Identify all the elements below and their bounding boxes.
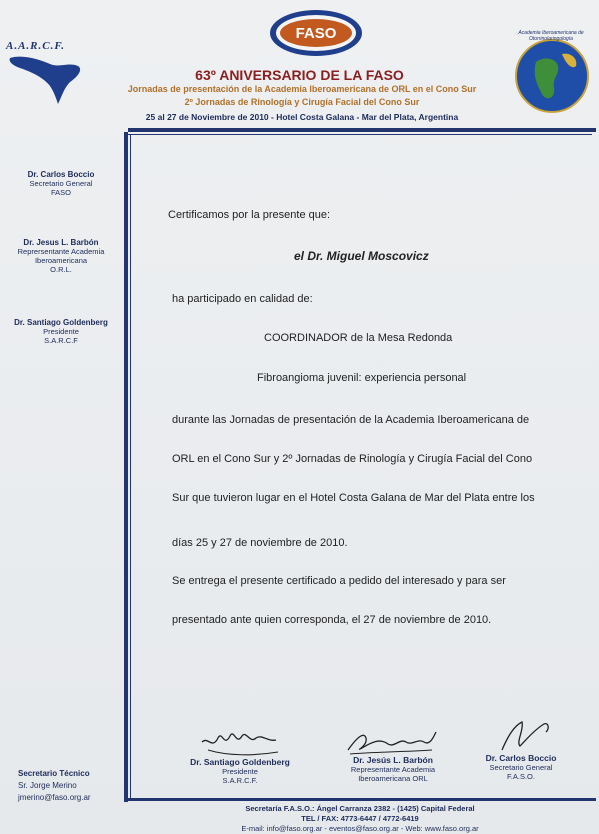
sidebar-authority-3 (8, 318, 114, 345)
signature-name: Dr. Carlos Boccio (485, 753, 557, 763)
sidebar-authority-name: Dr. Jesus L. Barbón (23, 238, 99, 247)
body-line-certify: Certificamos por la presente que: (168, 209, 331, 221)
sidebar-authority-org: O.R.L. (50, 265, 72, 274)
body-line-8: Sur que tuvieron lugar en el Hotel Costa Galana de Mar del Plata entre los (172, 492, 535, 504)
body-line-9: días 25 y 27 de noviembre de 2010. (172, 537, 348, 549)
header-subtitle-2: 2º Jornadas de Rinología y Cirugía Facial del Cono Sur (184, 97, 420, 107)
signature-barbon-icon (344, 726, 440, 758)
sidebar-authority-role: Reprersentante Academia Iberoamericana (17, 247, 105, 265)
footer-phone: TEL / FAX: 4773-6447 / 4772-6419 (301, 814, 419, 823)
secretario-tecnico-block (18, 768, 128, 804)
body-line-capacity: ha participado en calidad de: (172, 293, 313, 305)
sidebar-authority-org: S.A.R.C.F (44, 336, 78, 345)
sidebar-authority-1 (8, 170, 114, 197)
signature-name: Dr. Santiago Goldenberg (190, 757, 290, 767)
frame-left-rule (124, 132, 128, 802)
body-line-role: COORDINADOR de la Mesa Redonda (264, 332, 453, 344)
frame-bottom-rule (124, 798, 596, 801)
signature-role: Representante Academia (350, 765, 436, 774)
header-subtitle-1: Jornadas de presentación de la Academia Iberoamericana de ORL en el Cono Sur (127, 84, 477, 94)
signature-role: Secretario General (489, 763, 553, 772)
secretario-tecnico-name: Sr. Jorge Merino (18, 781, 77, 790)
secretario-tecnico-title: Secretario Técnico (18, 769, 90, 778)
signature-org: S.A.R.C.F. (222, 776, 258, 785)
body-line-7: ORL en el Cono Sur y 2º Jornadas de Rinología y Cirugía Facial del Cono (172, 453, 533, 465)
sidebar-authority-role: Secretario General (29, 179, 93, 188)
signature-block-3 (466, 754, 576, 781)
footer-contact: E-mail: info@faso.org.ar - eventos@faso.org.ar - Web: www.faso.org.ar (241, 824, 479, 833)
frame-top-rule-thin (124, 134, 592, 135)
body-line-11: presentado ante quien corresponda, el 27 de noviembre de 2010. (172, 614, 492, 626)
signature-boccio-icon (494, 716, 554, 756)
recipient-name: el Dr. Miguel Moscovicz (294, 249, 429, 263)
signature-org: F.A.S.O. (507, 772, 535, 781)
faso-logo (268, 8, 364, 58)
secretario-tecnico-email: jmerino@faso.org.ar (18, 793, 91, 802)
frame-left-rule-thin (130, 134, 131, 800)
signature-block-1 (178, 758, 302, 785)
frame-top-rule (128, 128, 596, 132)
body-line-6: durante las Jornadas de presentación de la Academia Iberoamericana de (172, 414, 530, 426)
signature-block-2 (332, 756, 454, 783)
sidebar-authority-name: Dr. Carlos Boccio (27, 170, 95, 179)
signature-goldenberg-icon (198, 722, 282, 762)
header-date-place: 25 al 27 de Noviembre de 2010 - Hotel Costa Galana - Mar del Plata, Argentina (145, 112, 459, 122)
footer-address: Secretaría F.A.S.O.: Ángel Carranza 2382 - (1425) Capital Federal (245, 804, 475, 813)
faso-logo-text: FASO (295, 25, 337, 42)
body-line-10: Se entrega el presente certificado a pedido del interesado y para ser (172, 575, 506, 587)
header-title: 63º ANIVERSARIO DE LA FASO (195, 67, 404, 83)
signature-name: Dr. Jesús L. Barbón (353, 755, 433, 765)
globe-logo-caption: Academia Iberoamericana de Otorrinolaringología (518, 30, 584, 42)
aarcf-logo-text: A.A.R.C.F. (6, 40, 66, 52)
body-line-topic: Fibroangioma juvenil: experiencia personal (257, 372, 467, 384)
sidebar-authority-role: Presidente (43, 327, 79, 336)
sidebar-authority-2 (8, 238, 114, 274)
sidebar-authority-name: Dr. Santiago Goldenberg (14, 318, 108, 327)
sidebar-authority-org: FASO (50, 188, 71, 197)
signature-role: Presidente (222, 767, 258, 776)
signature-org: Iberoamericana ORL (358, 774, 428, 783)
